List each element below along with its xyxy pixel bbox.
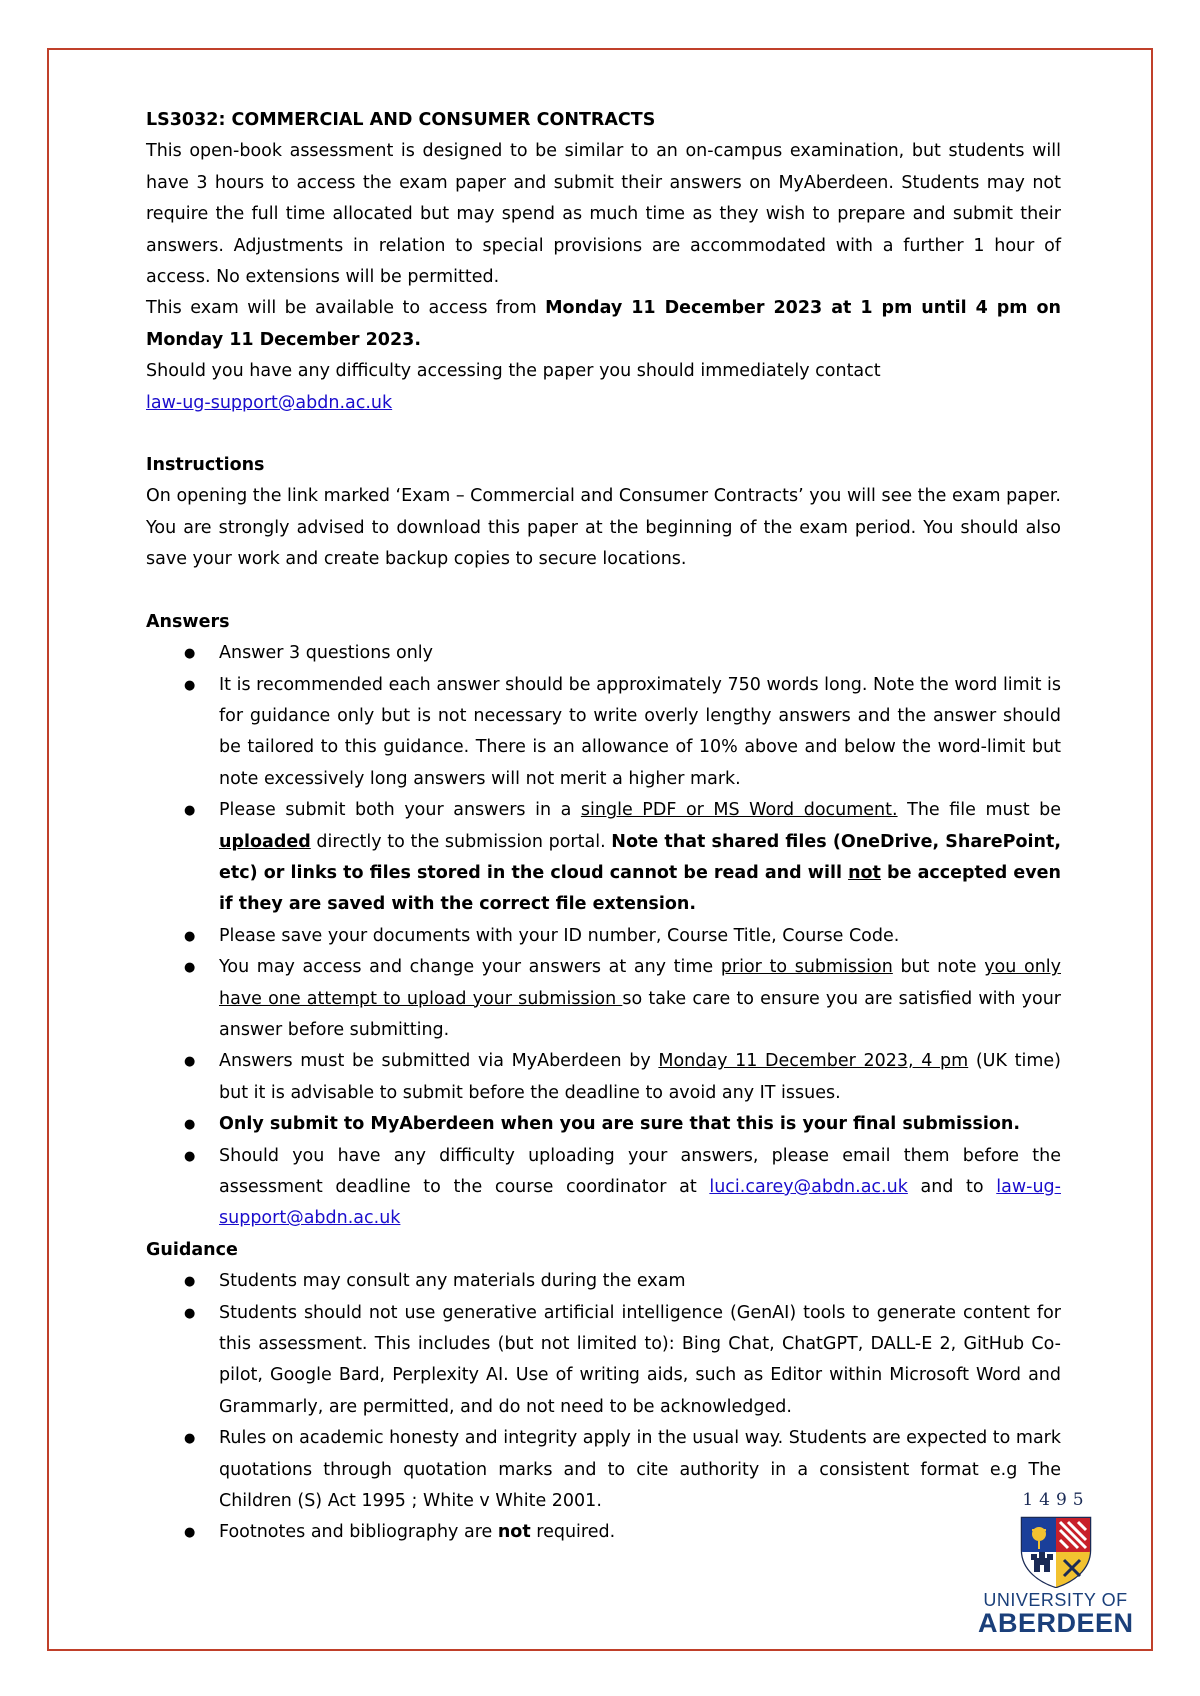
bullet-icon: ●: [184, 1117, 196, 1133]
instructions-heading: Instructions: [146, 455, 265, 476]
logo-year: 1495: [1022, 1490, 1090, 1510]
contact-text: Should you have any difficulty accessing the paper you should immediately contact: [146, 361, 881, 382]
contact-paragraph: [146, 356, 1061, 419]
list-item: ● Students should not use generative artificial intelligence (GenAI) tools to generate content for this assessment. This includes (but not limited to): Bing Chat, ChatGPT, DALL-E 2, GitHub Co-pilot, Google Bard, Perplexity AI. Use of writing aids, such as Editor within Microsoft Word and Grammarly, are permitted, and do not need to be acknowledged.: [146, 1298, 1061, 1424]
list-item: ● You may access and change your answers at any time prior to submission but note you only have one attempt to upload your submission so take care to ensure you are satisfied with your answer before submitting.: [146, 952, 1061, 1046]
bullet-icon: ●: [184, 960, 196, 976]
list-item: ● Answer 3 questions only: [146, 638, 1061, 669]
bullet-icon: ●: [184, 1431, 196, 1447]
list-item: ● Answers must be submitted via MyAberdeen by Monday 11 December 2023, 4 pm (UK time) but it is advisable to submit before the deadline to avoid any IT issues.: [146, 1046, 1061, 1109]
support-email-link[interactable]: law-ug-support@abdn.ac.uk: [219, 1177, 1061, 1229]
bullet-icon: ●: [184, 803, 196, 819]
list-item: ● Only submit to MyAberdeen when you are sure that this is your final submission.: [146, 1109, 1061, 1140]
guidance-heading: Guidance: [146, 1239, 238, 1260]
availability-dates: Monday 11 December 2023 at 1 pm until 4 pm on Monday 11 December 2023.: [146, 298, 1062, 350]
bullet-icon: ●: [184, 677, 196, 693]
bullet-icon: ●: [184, 1148, 196, 1164]
list-item: ● Footnotes and bibliography are not required.: [146, 1517, 1061, 1548]
coordinator-email-link[interactable]: luci.carey@abdn.ac.uk: [709, 1177, 908, 1197]
list-item: ● Students may consult any materials during the exam: [146, 1266, 1061, 1297]
bullet-icon: ●: [184, 1054, 196, 1070]
list-item: ● Please save your documents with your ID number, Course Title, Course Code.: [146, 921, 1061, 952]
answers-list: [146, 638, 1061, 1235]
bullet-icon: ●: [184, 1305, 196, 1321]
list-item: ● Should you have any difficulty uploading your answers, please email them before the assessment deadline to the course coordinator at luci.carey@abdn.ac.uk and to law-ug-support@abdn.ac.uk: [146, 1141, 1061, 1235]
document-body: [146, 105, 1061, 1549]
instructions-paragraph: On opening the link marked ‘Exam – Commercial and Consumer Contracts’ you will see the exam paper. You are strongly advised to download this paper at the beginning of the exam period. You should also save your work and create backup copies to secure locations.: [146, 486, 1061, 570]
list-item: ● Rules on academic honesty and integrity apply in the usual way. Students are expected to mark quotations through quotation marks and to cite authority in a consistent format e.g The Children (S) Act 1995 ; White v White 2001.: [146, 1423, 1061, 1517]
bullet-icon: ●: [184, 1274, 196, 1290]
logo-text-university-of: UNIVERSITY OF: [983, 1590, 1128, 1610]
bullet-icon: ●: [184, 1525, 196, 1541]
bullet-icon: ●: [184, 928, 196, 944]
list-item: ● It is recommended each answer should be approximately 750 words long. Note the word limit is for guidance only but is not necessary to write overly lengthy answers and the answer should be tailored to this guidance. There is an allowance of 10% above and below the word-limit but note excessively long answers will not merit a higher mark.: [146, 670, 1061, 796]
answers-heading: Answers: [146, 611, 230, 632]
guidance-list: [146, 1266, 1061, 1549]
list-item: ● Please submit both your answers in a single PDF or MS Word document. The file must be uploaded directly to the submission portal. Note that shared files (OneDrive, SharePoint, etc) or links to files stored in the cloud cannot be read and will not be accepted even if they are saved with the correct file extension.: [146, 795, 1061, 921]
availability-text: This exam will be available to access from: [146, 298, 546, 319]
document-title: LS3032: COMMERCIAL AND CONSUMER CONTRACTS: [146, 110, 656, 130]
availability-paragraph: [146, 293, 1061, 356]
logo-text-aberdeen: ABERDEEN: [978, 1608, 1134, 1638]
crest-icon: [1020, 1516, 1092, 1588]
bullet-icon: ●: [184, 646, 196, 662]
university-logo: [978, 1490, 1133, 1640]
intro-paragraph: This open-book assessment is designed to be similar to an on-campus examination, but students will have 3 hours to access the exam paper and submit their answers on MyAberdeen. Students may not require the full time allocated but may spend as much time as they wish to prepare and submit their answers. Adjustments in relation to special provisions are accommodated with a further 1 hour of access. No extensions will be permitted.: [146, 141, 1061, 288]
support-email-link[interactable]: law-ug-support@abdn.ac.uk: [146, 392, 393, 413]
